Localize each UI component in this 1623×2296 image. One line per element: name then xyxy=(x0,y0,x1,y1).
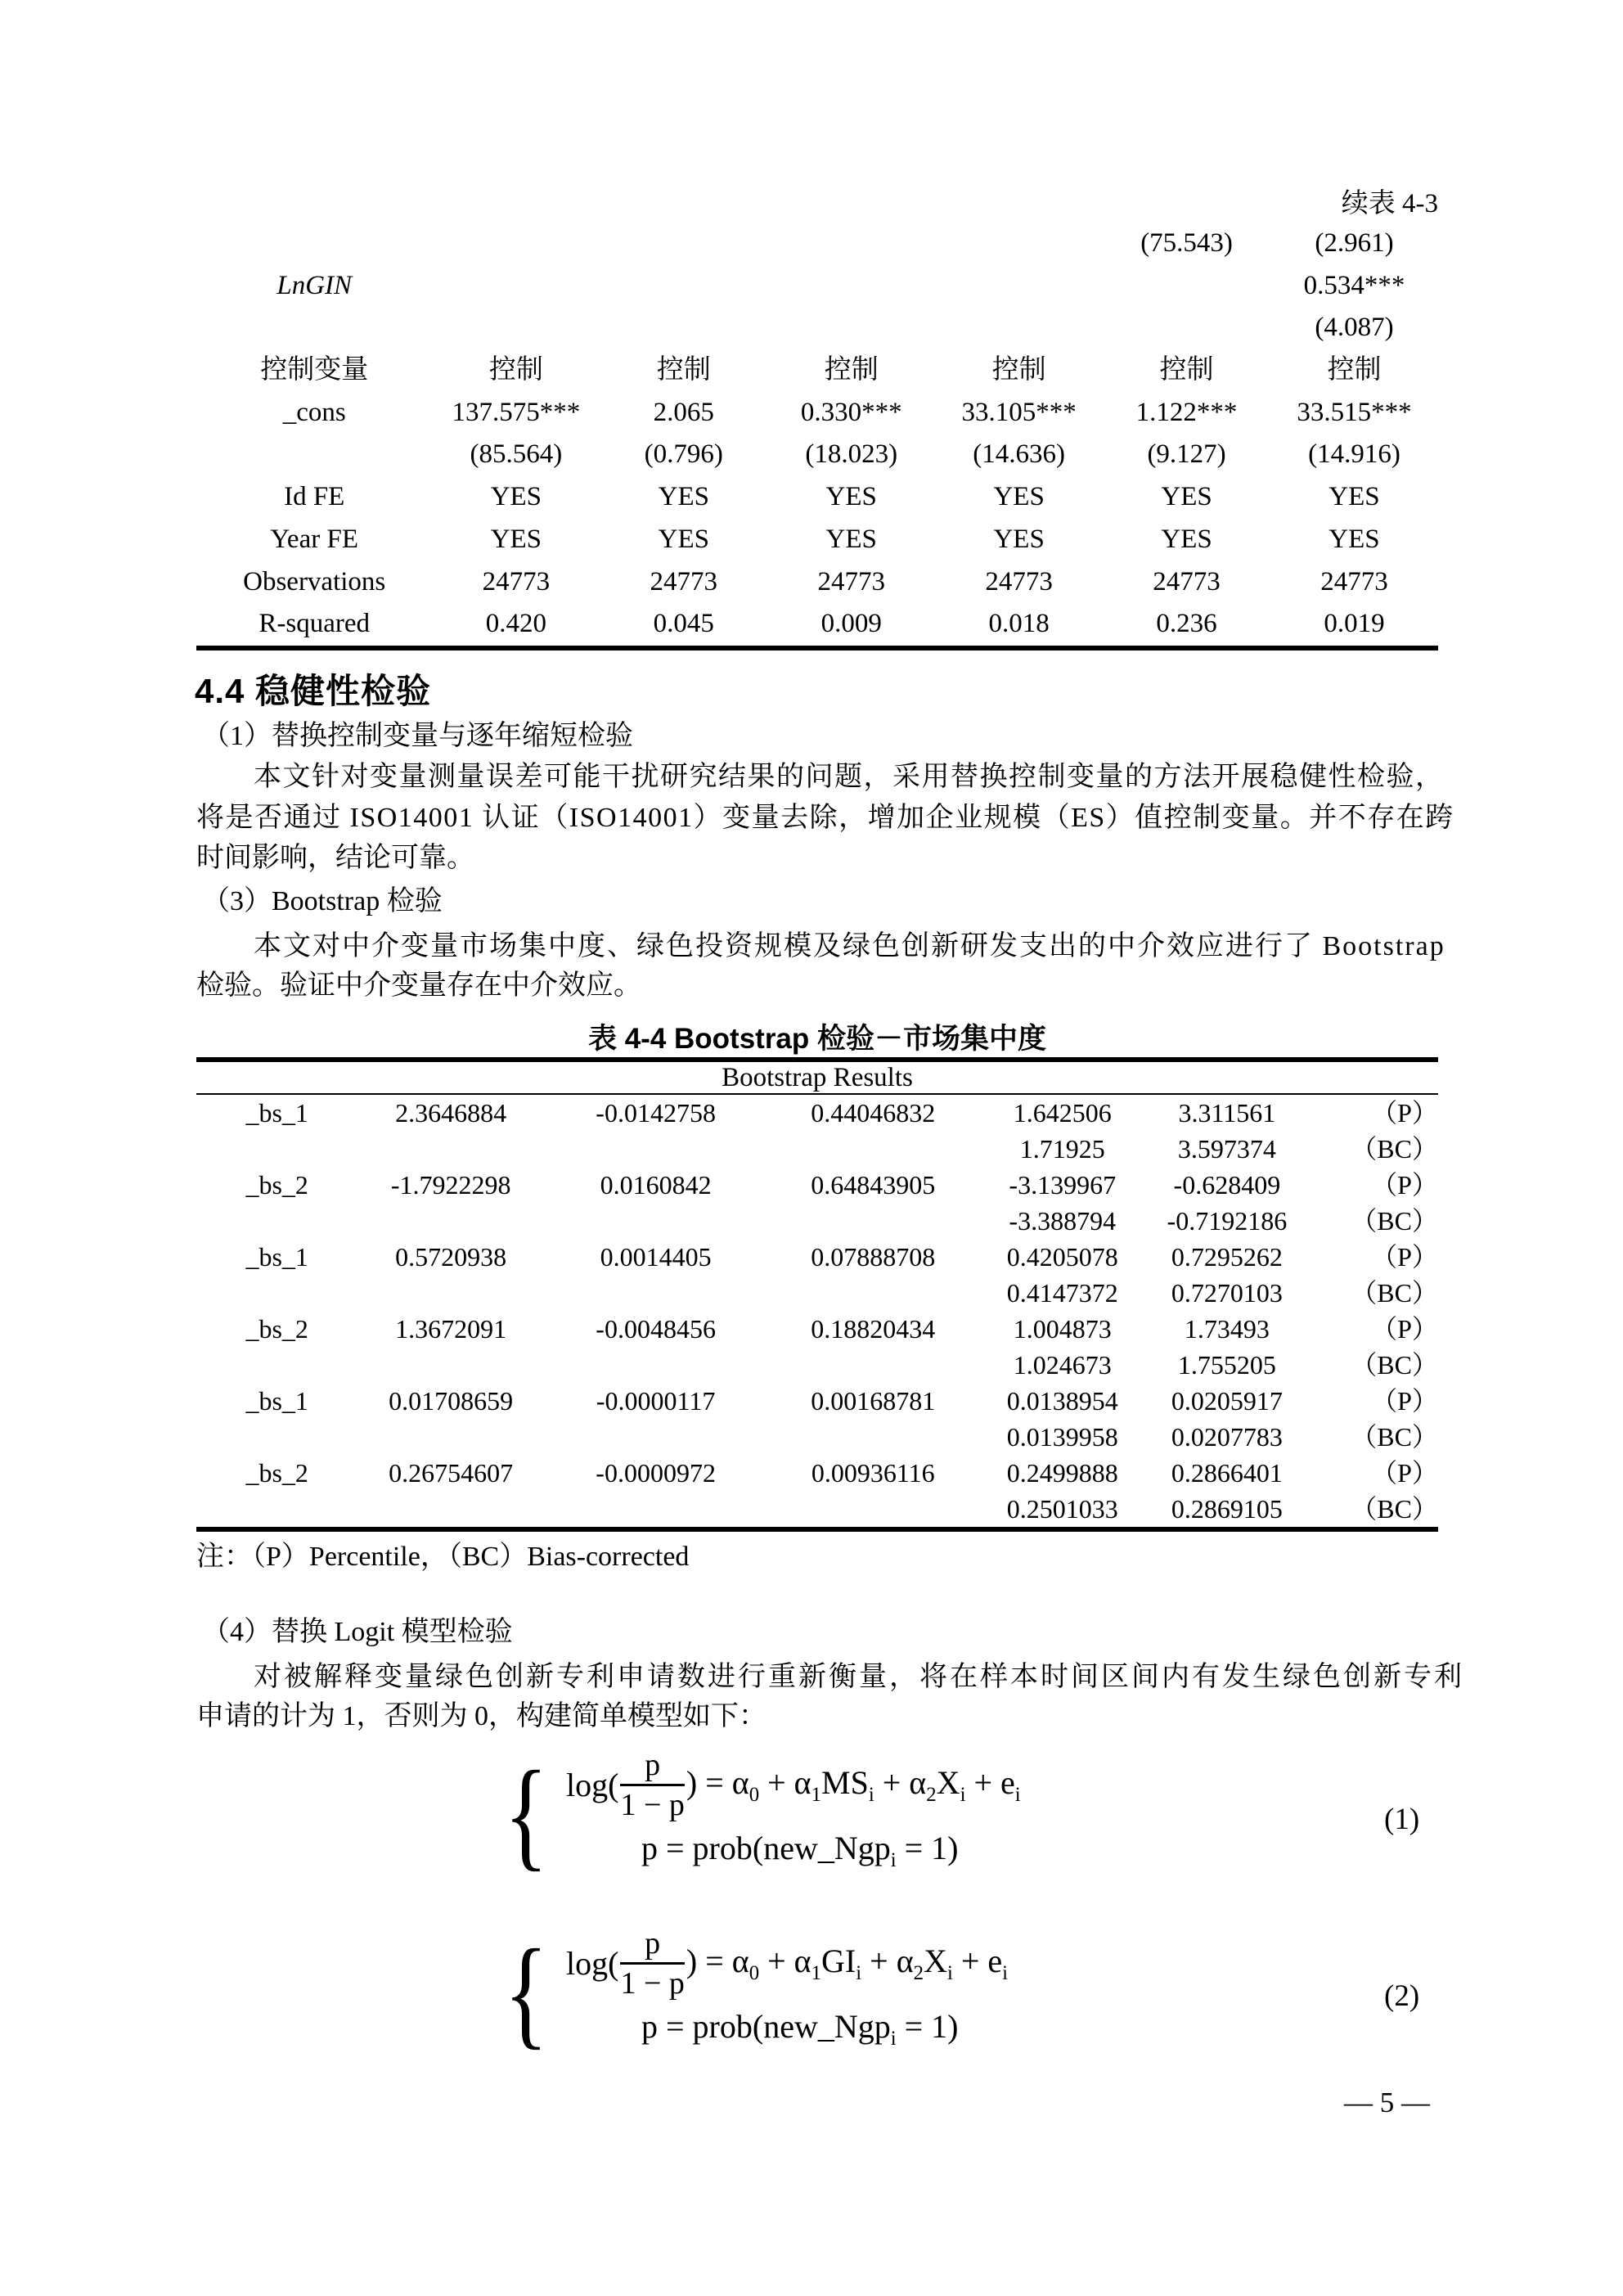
table-cell: 0.26754607 xyxy=(389,1458,514,1488)
table-cell: -1.7922298 xyxy=(390,1170,511,1200)
equation-2-number: (2) xyxy=(1384,1979,1420,2013)
table-cell: 0.045 xyxy=(653,609,714,639)
table-cell xyxy=(432,223,600,265)
table-cell: 0.2869105 xyxy=(1171,1494,1283,1524)
equation-1 xyxy=(504,1748,1021,1880)
bootstrap-table-header: Bootstrap Results xyxy=(196,1062,1438,1095)
table-cell: LnGIN xyxy=(276,270,353,300)
equation-2 xyxy=(504,1926,1008,2059)
table-cell: 0.330*** xyxy=(800,397,902,427)
table-cell: 137.575*** xyxy=(452,397,581,427)
table-cell: （P） xyxy=(1371,1170,1438,1200)
table-cell: 24773 xyxy=(1153,566,1221,597)
table-cell: (85.564) xyxy=(470,439,563,470)
table-cell xyxy=(432,265,600,308)
table-cell xyxy=(935,223,1103,265)
table-4-4-title: 表 4-4 Bootstrap 检验－市场集中度 xyxy=(587,1023,1047,1055)
table-cell: 1.024673 xyxy=(1013,1350,1112,1380)
table-cell xyxy=(544,1491,767,1527)
table-cell xyxy=(196,1491,357,1527)
equation-2-body xyxy=(566,1926,1008,2059)
table-cell: 2.3646884 xyxy=(395,1098,507,1128)
table-cell: _cons xyxy=(282,397,346,427)
table-note: 注：（P）Percentile，（BC）Bias-corrected xyxy=(196,1542,690,1572)
table-cell xyxy=(767,1131,978,1167)
table-cell xyxy=(196,434,432,476)
table-cell: 0.420 xyxy=(485,609,546,639)
table-cell xyxy=(357,1347,544,1383)
table-cell: （BC） xyxy=(1351,1422,1438,1452)
paragraph-line: 本文对中介变量市场集中度、绿色投资规模及绿色创新研发支出的中介效应进行了 Bootstrap xyxy=(254,931,1445,961)
table-cell: _bs_1 xyxy=(245,1386,308,1416)
table-cell xyxy=(767,1203,978,1239)
equation-2-line1 xyxy=(566,1926,1008,2001)
equation-rhs: ) = $\alpha_0 + \alpha_1MS_i + \alpha_2X_i + e_i$ xyxy=(686,1764,1021,1806)
table-cell: _bs_2 xyxy=(245,1170,308,1200)
table-cell: YES xyxy=(825,524,877,554)
table-cell: (14.916) xyxy=(1308,439,1400,470)
table-cell xyxy=(432,307,600,349)
table-cell xyxy=(196,223,432,265)
list-item-3: （3）Bootstrap 检验 xyxy=(202,886,443,916)
table-cell: Id FE xyxy=(284,482,345,512)
table-cell: 24773 xyxy=(482,566,551,597)
table-cell: YES xyxy=(993,482,1045,512)
section-heading: 4.4 稳健性检验 xyxy=(195,672,432,710)
fraction-numerator: p xyxy=(620,1926,684,1965)
table-cell xyxy=(196,1203,357,1239)
equation-2-line2: p = prob(new_Ngp$_i$ = 1) xyxy=(641,2008,959,2050)
fraction-denominator: 1 − p xyxy=(620,1788,685,1822)
table-cell: 控制 xyxy=(656,355,711,385)
table-cell: 0.2501033 xyxy=(1006,1494,1118,1524)
table-cell: (18.023) xyxy=(805,439,898,470)
table-cell: 24773 xyxy=(985,566,1053,597)
table-cell: YES xyxy=(658,482,709,512)
table-cell: YES xyxy=(825,482,877,512)
table-cell: 0.0207783 xyxy=(1171,1422,1283,1452)
table-cell: 0.0160842 xyxy=(600,1170,712,1200)
table-cell: (75.543) xyxy=(1140,228,1233,258)
table-cell: YES xyxy=(1329,524,1380,554)
left-brace: { xyxy=(504,1746,548,1882)
table-cell: 0.019 xyxy=(1324,609,1385,639)
table-cell: YES xyxy=(1329,482,1380,512)
table-cell: 0.07888708 xyxy=(811,1242,936,1272)
table-cell: 0.4147372 xyxy=(1006,1278,1118,1308)
table-cell: （P） xyxy=(1371,1098,1438,1128)
table-cell: 24773 xyxy=(817,566,885,597)
table-cell: 33.515*** xyxy=(1297,397,1412,427)
table-cell: 0.00168781 xyxy=(811,1386,936,1416)
table-cell: Observations xyxy=(243,566,386,597)
table-cell: 控制 xyxy=(1327,355,1382,385)
table-cell: 0.2866401 xyxy=(1171,1458,1283,1488)
table-cell: 控制变量 xyxy=(260,355,369,385)
paragraph-line: 对被解释变量绿色创新专利申请数进行重新衡量，将在样本时间区间内有发生绿色创新专利 xyxy=(254,1662,1464,1692)
fraction-denominator: 1 − p xyxy=(620,1966,685,2001)
table-cell: 0.236 xyxy=(1156,609,1217,639)
paragraph-line: 检验。验证中介变量存在中介效应。 xyxy=(196,970,641,1001)
equation-1-body xyxy=(566,1748,1021,1880)
table-cell: (4.087) xyxy=(1315,313,1394,343)
table-cell xyxy=(196,307,432,349)
table-cell: 0.2499888 xyxy=(1006,1458,1118,1488)
page-number: — 5 — xyxy=(1344,2087,1430,2118)
paragraph-line: 本文针对变量测量误差可能干扰研究结果的问题，采用替换控制变量的方法开展稳健性检验， xyxy=(254,762,1445,792)
table-cell: (14.636) xyxy=(973,439,1065,470)
table-cell xyxy=(544,1203,767,1239)
table-cell: 0.64843905 xyxy=(811,1170,936,1200)
table-cell: 控制 xyxy=(488,355,543,385)
table-cell xyxy=(600,265,767,308)
table-cell: （P） xyxy=(1371,1386,1438,1416)
table-cell xyxy=(600,307,767,349)
table-cell xyxy=(196,1131,357,1167)
table-cell: -0.0142758 xyxy=(596,1098,716,1128)
eq-log: log( xyxy=(566,1945,619,1982)
table-cell: 0.4205078 xyxy=(1006,1242,1118,1272)
paragraph-line: 申请的计为 1，否则为 0，构建简单模型如下： xyxy=(196,1701,767,1731)
table-cell xyxy=(767,307,935,349)
table-cell xyxy=(767,223,935,265)
table-cell xyxy=(767,1347,978,1383)
table-cell xyxy=(357,1275,544,1311)
table-cell: 0.00936116 xyxy=(811,1458,935,1488)
table-cell: 3.597374 xyxy=(1177,1134,1276,1164)
table-cell xyxy=(544,1419,767,1455)
table-cell xyxy=(196,1275,357,1311)
table-cell: _bs_2 xyxy=(245,1314,308,1344)
table-cell: （P） xyxy=(1371,1314,1438,1344)
list-item-1: （1）替换控制变量与逐年缩短检验 xyxy=(202,721,633,751)
table-cell: （BC） xyxy=(1351,1278,1438,1308)
table-cell: 0.0205917 xyxy=(1171,1386,1283,1416)
table-cell: （P） xyxy=(1371,1458,1438,1488)
table-cell xyxy=(544,1131,767,1167)
table-cell: 0.44046832 xyxy=(811,1098,936,1128)
table-cell: 24773 xyxy=(650,566,718,597)
table-cell: (2.961) xyxy=(1315,228,1394,258)
bootstrap-table xyxy=(196,1057,1438,1532)
table-cell: -0.0000117 xyxy=(596,1386,716,1416)
table-cell: 0.7295262 xyxy=(1171,1242,1283,1272)
paragraph-line: 时间影响，结论可靠。 xyxy=(196,843,474,873)
table-cell: 24773 xyxy=(1320,566,1388,597)
table-cell: -3.139967 xyxy=(1009,1170,1117,1200)
table-cell: 3.311561 xyxy=(1178,1098,1276,1128)
equation-1-number: (1) xyxy=(1384,1803,1420,1836)
table-cell xyxy=(196,1347,357,1383)
equation-1-line1 xyxy=(566,1748,1021,1822)
table-cell: 2.065 xyxy=(653,397,714,427)
table-cell: -0.0048456 xyxy=(596,1314,716,1344)
table-cell: YES xyxy=(1161,524,1212,554)
table-cell: -0.7192186 xyxy=(1167,1206,1288,1236)
paragraph-line: 将是否通过 ISO14001 认证（ISO14001）变量去除，增加企业规模（ES）值控制变量。并不存在跨 xyxy=(196,803,1454,833)
table-cell: 1.755205 xyxy=(1177,1350,1276,1380)
table-cell: （BC） xyxy=(1351,1134,1438,1164)
table-cell: 1.122*** xyxy=(1135,397,1238,427)
table-cell xyxy=(196,1419,357,1455)
fraction xyxy=(620,1748,684,1822)
equation-rhs: ) = $\alpha_0 + \alpha_1GI_i + \alpha_2X_i + e_i$ xyxy=(686,1943,1009,1984)
table-cell: 0.534*** xyxy=(1303,270,1405,300)
table-cell: 控制 xyxy=(1159,355,1214,385)
table-cell: 控制 xyxy=(991,355,1046,385)
fraction-numerator: p xyxy=(620,1748,684,1786)
table-cell: YES xyxy=(1161,482,1212,512)
fraction xyxy=(620,1926,684,2001)
table-cell: 1.71925 xyxy=(1019,1134,1105,1164)
table-cell: （BC） xyxy=(1351,1206,1438,1236)
table-cell: YES xyxy=(658,524,709,554)
regression-results-table xyxy=(196,223,1438,651)
table-cell xyxy=(1103,265,1270,308)
table-cell: 0.7270103 xyxy=(1171,1278,1283,1308)
continued-table-label: 续表 4-3 xyxy=(1341,189,1438,218)
table-cell: 0.0138954 xyxy=(1006,1386,1118,1416)
table-cell: 0.5720938 xyxy=(395,1242,507,1272)
table-cell: _bs_2 xyxy=(245,1458,308,1488)
table-cell: 0.0139958 xyxy=(1006,1422,1118,1452)
table-cell: 0.0014405 xyxy=(600,1242,712,1272)
table-cell: 0.009 xyxy=(820,609,882,639)
table-cell xyxy=(935,307,1103,349)
table-cell: -3.388794 xyxy=(1009,1206,1117,1236)
table-cell: _bs_1 xyxy=(245,1242,308,1272)
table-cell: （BC） xyxy=(1351,1350,1438,1380)
bootstrap-table-body xyxy=(196,1095,1438,1527)
table-cell xyxy=(1103,307,1270,349)
table-cell xyxy=(767,265,935,308)
table-cell xyxy=(767,1491,978,1527)
table-cell: Year FE xyxy=(270,524,358,554)
table-cell: YES xyxy=(490,482,542,512)
table-cell: (0.796) xyxy=(644,439,723,470)
table-cell xyxy=(357,1203,544,1239)
table-cell: (9.127) xyxy=(1147,439,1226,470)
table-cell: YES xyxy=(490,524,542,554)
left-brace: { xyxy=(504,1925,548,2060)
table-cell xyxy=(544,1347,767,1383)
table-cell: -0.0000972 xyxy=(596,1458,716,1488)
table-cell: （BC） xyxy=(1351,1494,1438,1524)
table-cell: 0.018 xyxy=(988,609,1050,639)
table-cell: 0.18820434 xyxy=(811,1314,936,1344)
table-cell xyxy=(357,1491,544,1527)
table-cell: R-squared xyxy=(259,609,371,639)
table-cell xyxy=(357,1419,544,1455)
table-cell: 1.642506 xyxy=(1013,1098,1112,1128)
table-cell xyxy=(600,223,767,265)
table-cell: 1.004873 xyxy=(1013,1314,1112,1344)
table-cell: YES xyxy=(993,524,1045,554)
equation-1-line2: p = prob(new_Ngp$_i$ = 1) xyxy=(641,1830,959,1871)
eq-log: log( xyxy=(566,1767,619,1803)
table-cell xyxy=(935,265,1103,308)
table-cell xyxy=(767,1275,978,1311)
table-cell: _bs_1 xyxy=(245,1098,308,1128)
table-cell: -0.628409 xyxy=(1173,1170,1281,1200)
table-cell: 控制 xyxy=(824,355,879,385)
table-cell xyxy=(544,1275,767,1311)
table-cell: 0.01708659 xyxy=(389,1386,514,1416)
table-cell: 33.105*** xyxy=(961,397,1077,427)
table-cell xyxy=(357,1131,544,1167)
table-cell: 1.73493 xyxy=(1184,1314,1270,1344)
table-cell: 1.3672091 xyxy=(395,1314,507,1344)
table-cell xyxy=(767,1419,978,1455)
table-cell: （P） xyxy=(1371,1242,1438,1272)
list-item-4: （4）替换 Logit 模型检验 xyxy=(202,1617,513,1647)
